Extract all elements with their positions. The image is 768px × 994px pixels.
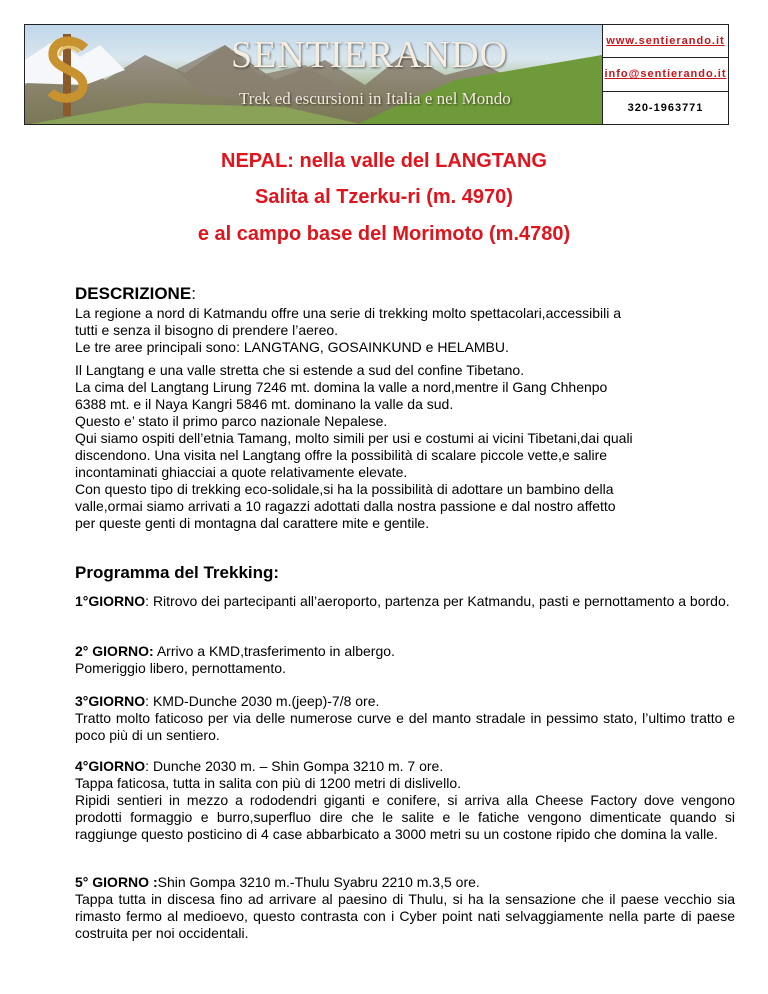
text-line: Questo e’ stato il primo parco nazionale Nepalese. bbox=[75, 413, 388, 429]
day-label: 1°GIORNO bbox=[75, 593, 146, 609]
text-line: Qui siamo ospiti dell’etnia Tamang, molto simili per usi e costumi ai vicini Tibetani,dai quali bbox=[75, 430, 633, 446]
text-line: Con questo tipo di trekking eco-solidale,si ha la possibilità di adottare un bambino della bbox=[75, 481, 614, 497]
day-text: : Ritrovo dei partecipanti all’aeroporto, partenza per Katmandu, pasti e pernottamento a bordo. bbox=[145, 593, 730, 609]
day-label: 5° GIORNO : bbox=[75, 874, 158, 890]
day-label: 4°GIORNO bbox=[75, 758, 146, 774]
text-line: tutti e senza il bisogno di prendere l’aereo. bbox=[75, 322, 339, 338]
day-5 bbox=[75, 874, 735, 942]
text-line: 6388 mt. e il Naya Kangri 5846 mt. dominano la valle da sud. bbox=[75, 396, 454, 412]
text-line: per queste genti di montagna dal carattere mite e gentile. bbox=[75, 515, 430, 531]
email-link[interactable]: info@sentierando.it bbox=[603, 57, 728, 90]
brand-tagline: Trek ed escursioni in Italia e nel Mondo bbox=[239, 89, 511, 108]
day-4 bbox=[75, 758, 735, 843]
day-text: Arrivo a KMD,trasferimento in albergo. bbox=[153, 643, 395, 659]
header-banner bbox=[24, 24, 729, 125]
description-heading: DESCRIZIONE: bbox=[75, 284, 196, 303]
day-text: Tappa tutta in discesa fino ad arrivare al paesino di Thulu, si ha la sensazione che il paese vecchio sia rimasto fermo al medioevo, questo contrasta con i Cyber point nati selvaggiamente nella parte di paese costruita per noi occidentali. bbox=[75, 891, 735, 941]
day-label: 3°GIORNO bbox=[75, 693, 146, 709]
day-text: Tratto molto faticoso per via delle numerose curve e del manto stradale in pessimo stato, l’ultimo tratto e poco più di un sentiero. bbox=[75, 710, 735, 743]
banner-image bbox=[25, 25, 602, 124]
day-text: Ripidi sentieri in mezzo a rododendri giganti e conifere, si arriva alla Cheese Factory dove vengono prodotti formaggio e burro,superfluo dire che le salite e le fatiche vengono dimenticate quando si raggiunge questo posticino di 4 case abbarbicato a 3000 metri su un costone ripido che domina la valle. bbox=[75, 792, 735, 842]
brand-name: SENTIERANDO bbox=[231, 34, 508, 76]
day-2 bbox=[75, 643, 735, 677]
subtitle-line-2: e al campo base del Morimoto (m.4780) bbox=[197, 223, 571, 245]
day-text: Tappa faticosa, tutta in salita con più di 1200 metri di dislivello. bbox=[75, 775, 461, 791]
day-text: : KMD-Dunche 2030 m.(jeep)-7/8 ore. bbox=[145, 693, 380, 709]
text-line: Le tre aree principali sono: LANGTANG, GOSAINKUND e HELAMBU. bbox=[75, 339, 509, 355]
page-title: NEPAL: nella valle del LANGTANG bbox=[221, 150, 547, 172]
day-3 bbox=[75, 693, 735, 744]
day-label: 2° GIORNO: bbox=[75, 643, 154, 659]
text-line: La regione a nord di Katmandu offre una serie di trekking molto spettacolari,accessibili a bbox=[75, 305, 622, 321]
description-para-2 bbox=[75, 362, 735, 532]
phone-number: 320-1963771 bbox=[603, 91, 728, 124]
day-text: Pomeriggio libero, pernottamento. bbox=[75, 660, 286, 676]
day-text: Shin Gompa 3210 m.-Thulu Syabru 2210 m.3,5 ore. bbox=[157, 874, 480, 890]
program-heading: Programma del Trekking: bbox=[75, 563, 280, 582]
contact-box bbox=[602, 25, 728, 124]
description-para-1 bbox=[75, 305, 735, 356]
website-link[interactable]: www.sentierando.it bbox=[606, 35, 725, 48]
text-line: valle,ormai siamo arrivati a 10 ragazzi adottati dalla nostra passione e dal nostro affetto bbox=[75, 498, 616, 514]
subtitle-line-1: Salita al Tzerku-ri (m. 4970) bbox=[255, 186, 513, 208]
day-1 bbox=[75, 593, 735, 610]
text-line: Il Langtang e una valle stretta che si estende a sud del confine Tibetano. bbox=[75, 362, 525, 378]
text-line: incontaminati ghiacciai a quote relativamente elevate. bbox=[75, 464, 408, 480]
logo-icon bbox=[33, 30, 103, 120]
text-line: discendono. Una visita nel Langtang offre la possibilità di scalare piccole vette,e salire bbox=[75, 447, 608, 463]
text-line: La cima del Langtang Lirung 7246 mt. domina la valle a nord,mentre il Gang Chhenpo bbox=[75, 379, 608, 395]
day-text: : Dunche 2030 m. – Shin Gompa 3210 m. 7 ore. bbox=[145, 758, 444, 774]
